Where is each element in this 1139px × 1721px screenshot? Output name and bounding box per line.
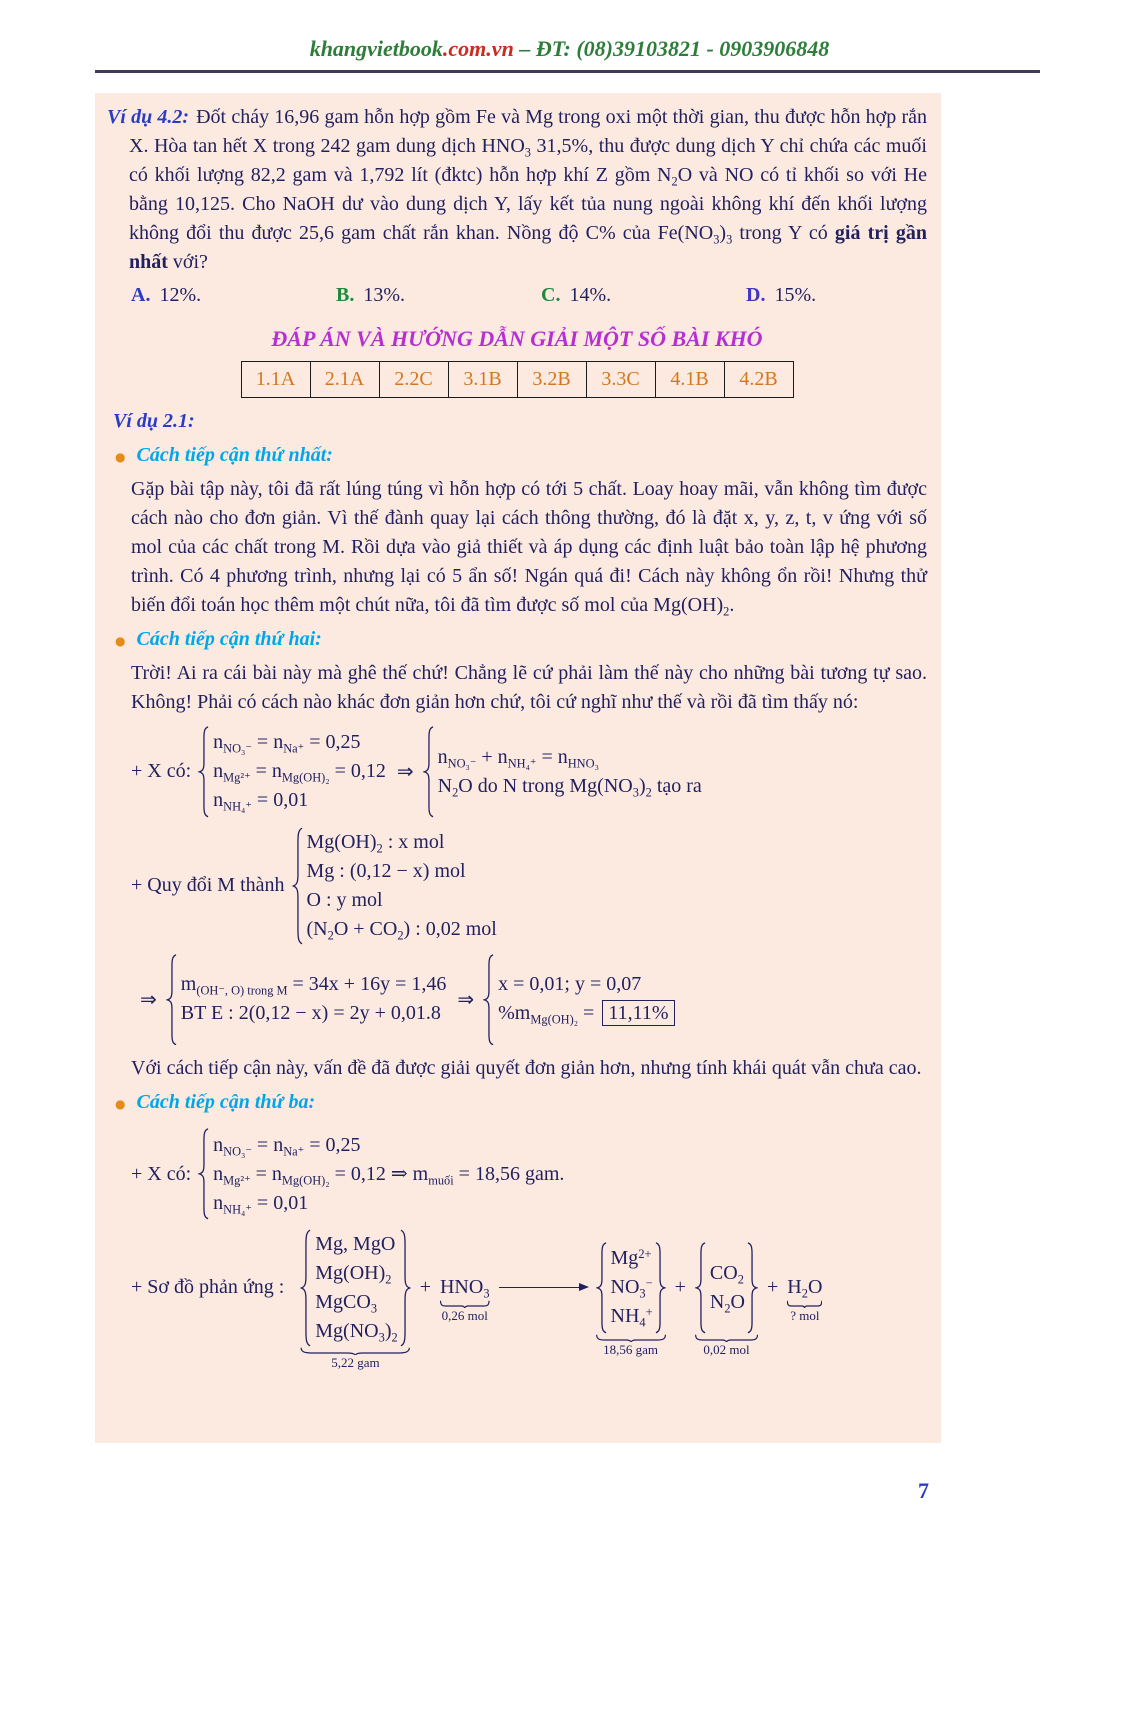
approach-2-heading: Cách tiếp cận thứ hai: — [136, 628, 322, 650]
equation-row: $n_{NO_3^-} = n_{Na^+} = 0,25$ — [213, 731, 361, 756]
equation-rows — [311, 1229, 399, 1347]
answer-cell: 1.1A — [241, 362, 310, 398]
underbrace-icon — [596, 1334, 666, 1342]
gases-group — [695, 1242, 758, 1357]
equation-row: $n_{Mg^{2+}} = n_{Mg(OH)_2} = 0,12$ ⇒ $m_{muối} = 18,56$ gam. — [213, 1162, 565, 1187]
equation-rows — [177, 954, 449, 1046]
example-2-1-label: Ví dụ 2.1: — [113, 410, 195, 432]
example-2-1-heading — [113, 407, 927, 436]
reactants-group — [300, 1229, 410, 1370]
reaction-prefix: + Sơ đồ phản ứng : — [131, 1276, 285, 1299]
approach-1-heading-line — [115, 441, 927, 472]
underbrace-gases — [695, 1334, 758, 1358]
answer-cell: 3.3C — [586, 362, 655, 398]
answer-cell: 3.2B — [517, 362, 586, 398]
plus-sign: + — [674, 1276, 686, 1299]
hno3-mol-label: 0,26 mol — [441, 1308, 488, 1324]
equation-row: $n_{NH_4^+} = 0,01$ — [213, 1191, 309, 1216]
equation-4-prefix: + X có: — [131, 1162, 192, 1185]
implies-arrow: ⇒ — [457, 986, 475, 1011]
bullet-icon: ● — [115, 1097, 126, 1112]
equation-row: $\%m_{Mg(OH)_2} = 11,11\%$ — [498, 1001, 674, 1026]
reaction-arrow-icon — [499, 1287, 587, 1288]
reactant-row: Mg, MgO — [315, 1232, 396, 1255]
choice-d — [746, 281, 927, 310]
reaction-scheme — [131, 1229, 927, 1370]
cases-group — [198, 1128, 566, 1220]
answer-key-table — [241, 361, 794, 398]
equation-rows — [303, 827, 499, 945]
choice-c — [541, 281, 746, 310]
example-4-2-label: Ví dụ 4.2: — [107, 106, 190, 128]
equation-row: x = 0,01; y = 0,07 — [498, 973, 642, 996]
bullet-icon: ● — [115, 634, 126, 648]
equation-row: $(N_2O + CO_2)$ : 0,02 mol — [306, 917, 497, 942]
left-brace-icon — [300, 1229, 311, 1347]
site-name: khangvietbook — [309, 36, 443, 61]
equation-row: $N_2O$ do N trong $Mg(NO_3)_2$ tạo ra — [437, 774, 702, 800]
underbrace-icon — [300, 1347, 410, 1355]
approach-2-paragraph: Trời! Ai ra cái bài này mà ghê thế chứ! Chẳng lẽ cứ phải làm thế này cho những bài tương tự sao. Không! Phải có cách nào khác đơn giản hơn chứ, tôi cứ nghĩ như thế và rồi đã tìm thấy nó: — [131, 662, 927, 713]
left-brace-icon — [198, 726, 209, 818]
implies-arrow: ⇒ — [396, 759, 414, 784]
equation-row: $n_{NH_4^+} = 0,01$ — [213, 789, 309, 814]
equation-rows — [607, 1242, 655, 1334]
example-4-2-paragraph — [107, 103, 927, 277]
cases-group — [292, 827, 499, 945]
left-brace-icon — [198, 1128, 209, 1220]
cases-left — [166, 954, 449, 1046]
answer-cell: 2.2C — [379, 362, 448, 398]
equation-row: O : y mol — [306, 888, 383, 911]
right-brace-icon — [400, 1229, 411, 1347]
equation-row: $m_{(OH^-, O) trong M} = 34x + 16y = 1,46$ — [180, 973, 447, 998]
left-brace-icon — [695, 1242, 706, 1334]
underbrace-hno3 — [440, 1300, 490, 1324]
header-phone: – ĐT: (08)39103821 - 0903906848 — [513, 36, 830, 61]
equation-system-1 — [131, 726, 927, 818]
left-brace-icon — [596, 1242, 607, 1334]
approach-1-heading: Cách tiếp cận thứ nhất: — [136, 444, 333, 466]
underbrace-icon — [787, 1300, 822, 1308]
equation-row: $n_{NO_3^-} = n_{Na^+} = 0,25$ — [213, 1133, 361, 1158]
equation-rows — [434, 726, 704, 818]
answer-cell: 4.2B — [724, 362, 793, 398]
ions-mass-label: 18,56 gam — [603, 1341, 658, 1357]
underbrace-icon — [440, 1300, 490, 1308]
equation-rows — [209, 726, 388, 818]
left-brace-icon — [423, 726, 434, 818]
hno3-formula: $HNO_3$ — [439, 1276, 490, 1301]
right-brace-icon — [747, 1242, 758, 1334]
equation-1-prefix: + X có: — [131, 760, 192, 783]
page-header — [0, 0, 1139, 62]
cases-right — [483, 954, 676, 1046]
answer-key-title: ĐÁP ÁN VÀ HƯỚNG DẪN GIẢI MỘT SỐ BÀI KHÓ — [271, 326, 763, 351]
ion-products-group — [596, 1242, 666, 1357]
choice-b-value: 13%. — [363, 284, 406, 306]
approach-3-heading: Cách tiếp cận thứ ba: — [136, 1091, 316, 1114]
right-brace-icon — [655, 1242, 666, 1334]
equation-rows — [209, 1128, 566, 1220]
ion-row: $NO_3^-$ — [610, 1276, 653, 1301]
equation-row: $n_{NO_3^-} + n_{NH_4^+} = n_{HNO_3}$ — [437, 745, 599, 771]
underbrace-water — [787, 1300, 822, 1324]
cases-group — [695, 1242, 758, 1334]
equation-rows — [494, 954, 676, 1046]
choice-c-label: C. — [541, 284, 561, 306]
choice-b-label: B. — [336, 284, 355, 306]
equation-rows — [706, 1242, 747, 1334]
ion-row: $NH_4^+$ — [610, 1305, 653, 1330]
equation-row: $Mg(OH)_2$ : x mol — [306, 830, 445, 855]
equation-system-3 — [131, 954, 927, 1046]
choice-a — [131, 281, 336, 310]
choice-d-label: D. — [746, 284, 766, 306]
implies-arrow: ⇒ — [140, 986, 157, 1011]
answer-cell: 2.1A — [310, 362, 379, 398]
site-domain: .com.vn — [442, 36, 514, 61]
cases-group — [300, 1229, 410, 1347]
choice-a-value: 12%. — [159, 284, 202, 306]
cases-left — [198, 726, 388, 818]
underbrace-ions — [596, 1334, 666, 1358]
gas-row: $N_2O$ — [709, 1290, 745, 1316]
choice-b — [336, 281, 541, 310]
answer-cell: 3.1B — [448, 362, 517, 398]
water-group — [787, 1275, 823, 1324]
reactant-row: $Mg(NO_3)_2$ — [315, 1319, 398, 1345]
cases-right — [423, 726, 704, 818]
equation-system-2 — [131, 827, 927, 945]
equation-row: $n_{Mg^{2+}} = n_{Mg(OH)_2} = 0,12$ — [213, 760, 386, 785]
approach-2-conclusion: Với cách tiếp cận này, vấn đề đã được giải quyết đơn giản hơn, nhưng tính khái quát vẫn chưa cao. — [131, 1057, 922, 1080]
reactants-mass-label: 5,22 gam — [331, 1354, 380, 1370]
gas-row: $CO_2$ — [709, 1261, 744, 1287]
left-brace-icon — [292, 827, 303, 945]
approach-2-heading-line — [115, 625, 927, 656]
content-panel — [95, 93, 941, 1443]
reactant-row: MgCO$_3$ — [315, 1290, 378, 1316]
left-brace-icon — [483, 954, 494, 1046]
approach-3-heading-line — [115, 1088, 927, 1119]
page-number: 7 — [918, 1478, 929, 1503]
reactant-row: $Mg(OH)_2$ — [315, 1261, 392, 1287]
plus-sign: + — [767, 1276, 779, 1299]
cases-group — [596, 1242, 666, 1334]
example-4-2-text: Đốt cháy 16,96 gam hỗn hợp gồm Fe và Mg trong oxi một thời gian, thu được hỗn hợp rắn X. Hòa tan hết X trong 242 gam dung dịch $HNO_3$ 31,5%, thu được dung dịch Y chỉ chứa các muối có khối lượng 82,2 gam và 1,792 lít (đktc) hỗn hợp khí Z gồm $N_2O$ và NO có tỉ khối so với He bằng 10,125. Cho NaOH dư vào dung dịch Y, lấy kết tủa nung ngoài không khí đến khối lượng không đổi thu được 25,6 gam chất rắn khan. Nồng độ C% của $Fe(NO_3)_3$ trong Y có giá trị gần nhất với? — [129, 106, 928, 273]
choice-a-label: A. — [131, 284, 151, 306]
water-mol-label: ? mol — [790, 1308, 820, 1324]
underbrace-icon — [695, 1334, 758, 1342]
equation-system-4 — [131, 1128, 927, 1220]
equation-row: BT E : 2(0,12 − x) = 2y + 0,01.8 — [180, 1002, 441, 1025]
water-formula: $H_2O$ — [787, 1276, 823, 1301]
hno3-group — [439, 1275, 490, 1324]
answer-choices — [131, 281, 927, 310]
bullet-icon: ● — [115, 450, 126, 464]
answer-cell: 4.1B — [655, 362, 724, 398]
ion-row: $Mg^{2+}$ — [610, 1247, 652, 1270]
gases-mol-label: 0,02 mol — [703, 1341, 750, 1357]
equation-row: Mg : (0,12 − x) mol — [306, 859, 466, 882]
choice-d-value: 15%. — [774, 284, 817, 306]
header-divider — [95, 70, 1040, 73]
left-brace-icon — [166, 954, 177, 1046]
plus-sign: + — [419, 1276, 431, 1299]
underbrace-reactants — [300, 1347, 410, 1371]
choice-c-value: 14%. — [569, 284, 612, 306]
approach-1-paragraph: Gặp bài tập này, tôi đã rất lúng túng vì hỗn hợp có tới 5 chất. Loay hoay mãi, vẫn không tìm được cách nào cho đơn giản. Vì thế đành quay lại cách thông thường, đó là đặt x, y, z, t, v ứng với số mol của các chất trong M. Rồi dựa vào giả thiết và áp dụng các định luật bảo toàn lập hệ phương trình. Có 4 phương trình, nhưng lại có 5 ẩn số! Ngán quá đi! Cách này không ổn rồi! Nhưng thử biến đổi toán học thêm một chút nữa, tôi đã tìm được số mol của $Mg(OH)_2$. — [131, 478, 927, 619]
equation-2-prefix: + Quy đổi M thành — [131, 874, 285, 897]
